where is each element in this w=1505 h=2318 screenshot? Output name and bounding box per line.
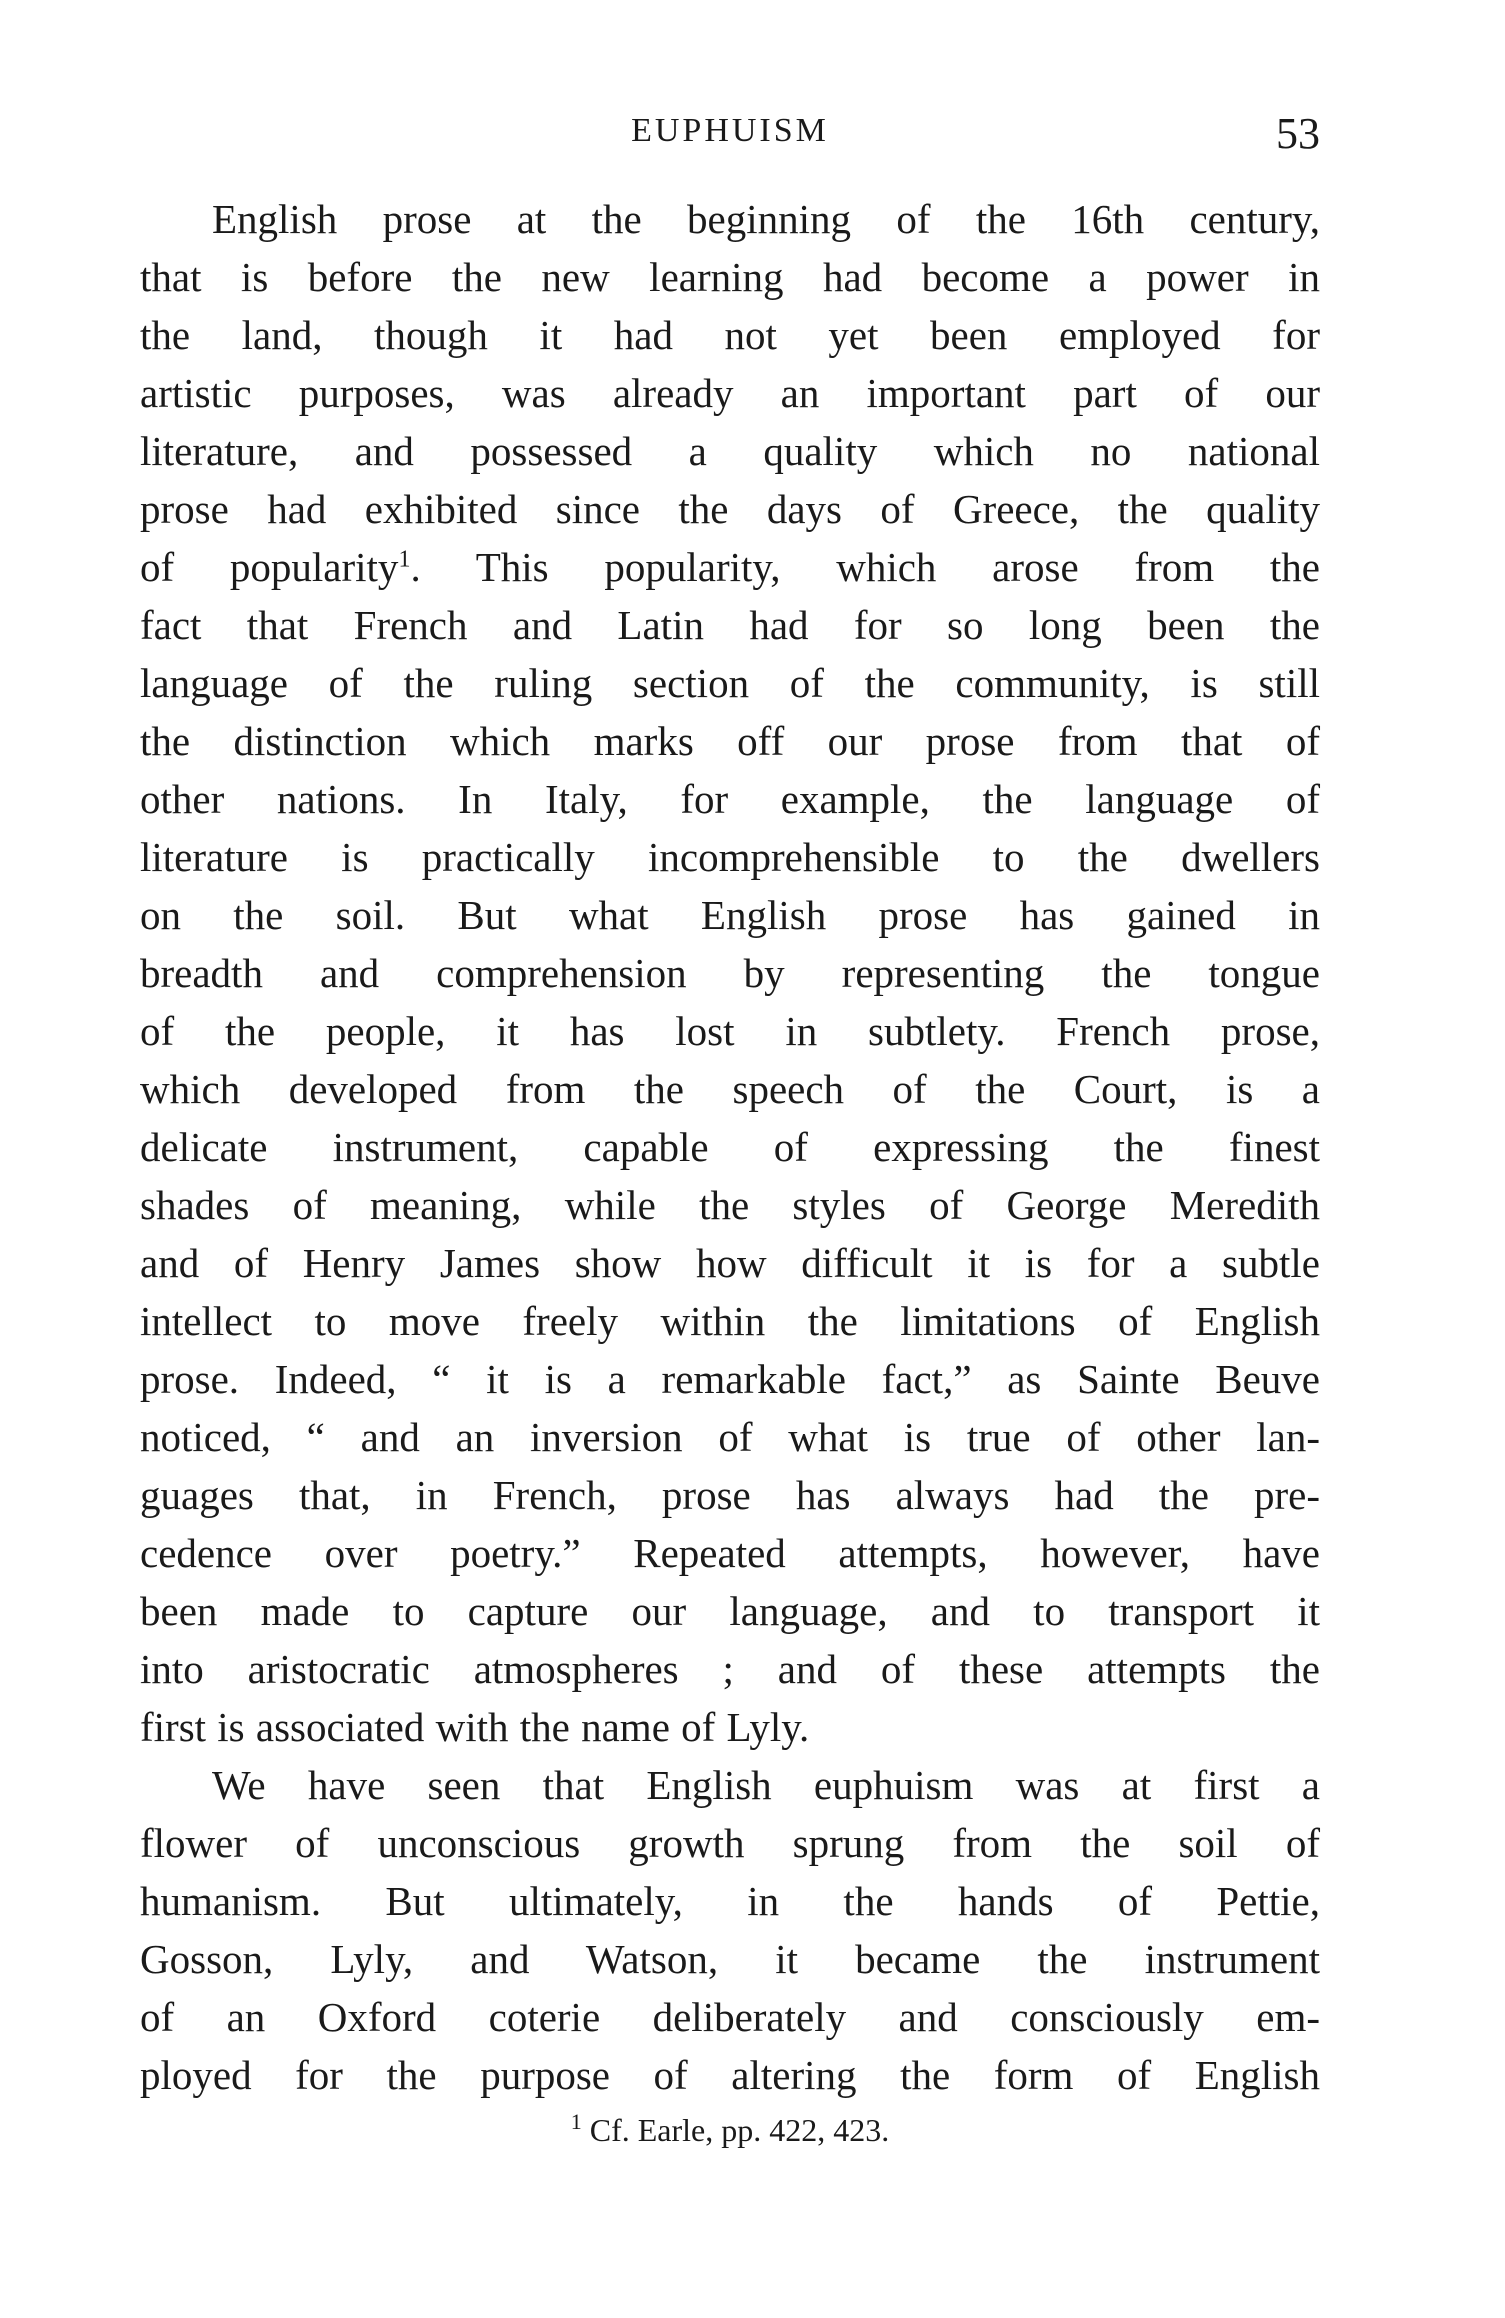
paragraph-1 [140, 190, 1320, 1756]
text-line: delicate instrument, capable of expressing the finest [140, 1124, 1320, 1170]
text-line: English prose at the beginning of the 16th century, [212, 196, 1320, 242]
text-line: the land, though it had not yet been employed for [140, 312, 1320, 358]
text-line: breadth and comprehension by representing the tongue [140, 950, 1320, 996]
text-line: the distinction which marks off our prose from that of [140, 718, 1320, 764]
footnote [140, 2109, 1320, 2149]
text-line: guages that, in French, prose has always had the pre- [140, 1472, 1320, 1518]
page-number: 53 [1276, 109, 1320, 158]
text-line: that is before the new learning had become a power in [140, 254, 1320, 300]
text-line: intellect to move freely within the limitations of English [140, 1298, 1320, 1344]
text-line: prose had exhibited since the days of Greece, the quality [140, 486, 1320, 532]
text-line: noticed, “ and an inversion of what is true of other lan- [140, 1414, 1320, 1460]
footnote-reference: 1 [398, 546, 411, 573]
paragraph-2 [140, 1756, 1320, 2104]
footnote-text: Cf. Earle, pp. 422, 423. [589, 2112, 890, 2148]
text-line: literature, and possessed a quality which no national [140, 428, 1320, 474]
text-line: first is associated with the name of Lyly. [140, 1704, 810, 1750]
text-line: literature is practically incomprehensible to the dwellers [140, 834, 1320, 880]
text-line: humanism. But ultimately, in the hands of Pettie, [140, 1878, 1320, 1924]
text-line: been made to capture our language, and to transport it [140, 1588, 1320, 1634]
text-line: of the people, it has lost in subtlety. French prose, [140, 1008, 1320, 1054]
text-line: We have seen that English euphuism was at first a [212, 1762, 1320, 1808]
running-title: EUPHUISM [631, 112, 829, 149]
text-line: ployed for the purpose of altering the form of English [140, 2052, 1320, 2098]
text-line: Gosson, Lyly, and Watson, it became the instrument [140, 1936, 1320, 1982]
text-line: shades of meaning, while the styles of George Meredith [140, 1182, 1320, 1228]
text-line: which developed from the speech of the Court, is a [140, 1066, 1320, 1112]
running-head [140, 108, 1320, 168]
text-line: language of the ruling section of the community, is still [140, 660, 1320, 706]
text-line: other nations. In Italy, for example, the language of [140, 776, 1320, 822]
text-line: on the soil. But what English prose has gained in [140, 892, 1320, 938]
text-fragment: of popularity [140, 544, 399, 590]
text-line: of an Oxford coterie deliberately and consciously em- [140, 1994, 1320, 2040]
text-line: and of Henry James show how difficult it is for a subtle [140, 1240, 1320, 1286]
text-fragment: . This popularity, which arose from the [410, 544, 1320, 590]
text-line: cedence over poetry.” Repeated attempts, however, have [140, 1530, 1320, 1576]
body-text [140, 190, 1320, 2104]
text-line: artistic purposes, was already an important part of our [140, 370, 1320, 416]
footnote-marker: 1 [570, 2109, 582, 2135]
text-line: flower of unconscious growth sprung from the soil of [140, 1820, 1320, 1866]
text-line: prose. Indeed, “ it is a remarkable fact,” as Sainte Beuve [140, 1356, 1320, 1402]
text-line: fact that French and Latin had for so long been the [140, 602, 1320, 648]
text-line: into aristocratic atmospheres ; and of these attempts the [140, 1646, 1320, 1692]
text-line [140, 538, 1320, 596]
